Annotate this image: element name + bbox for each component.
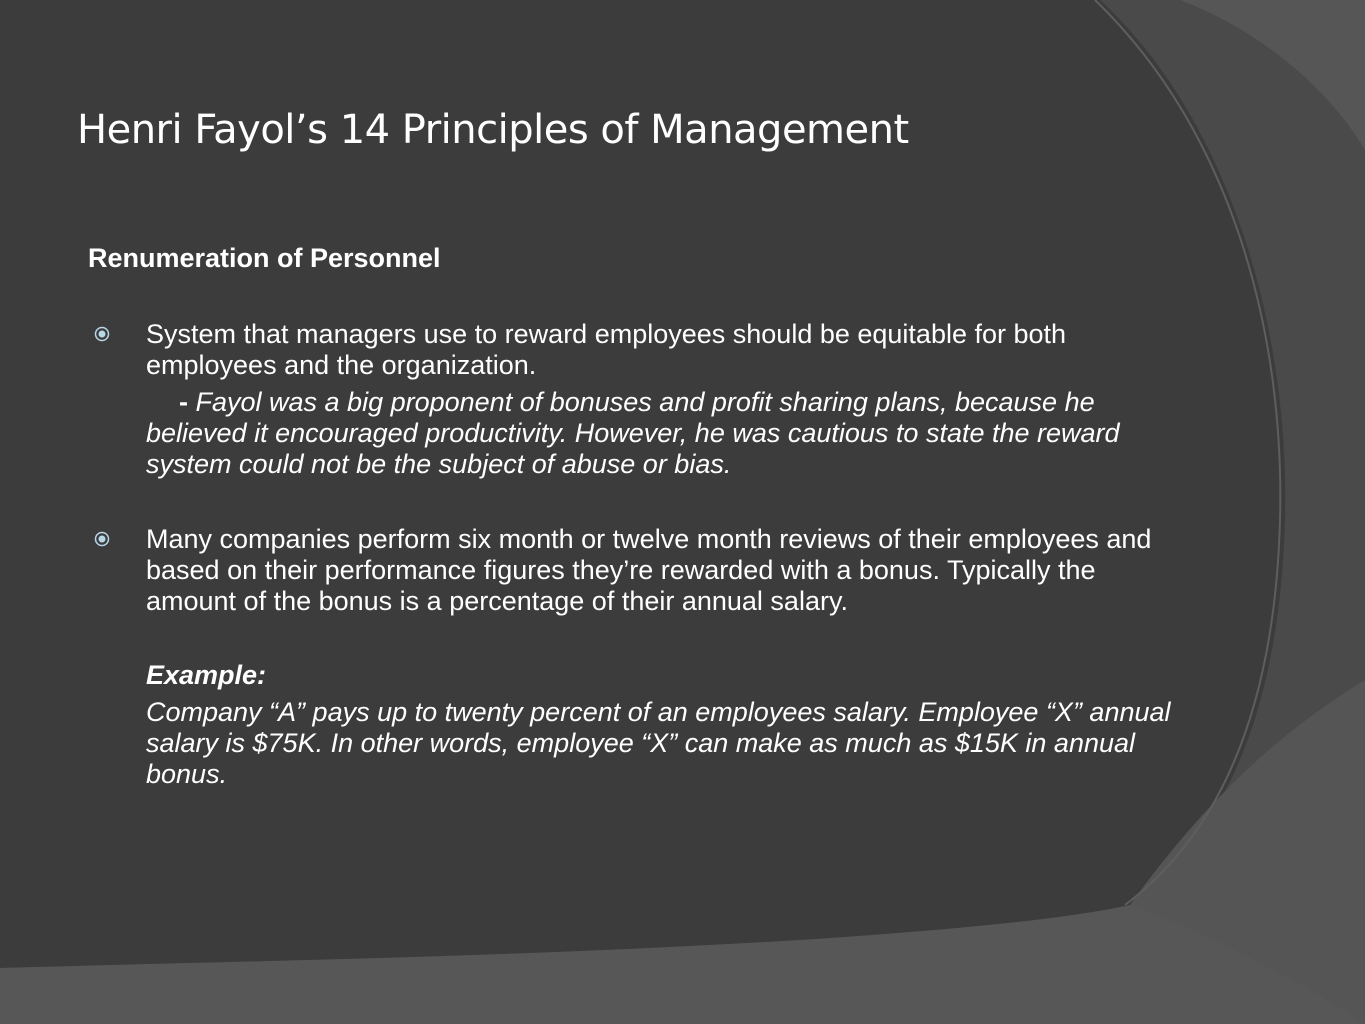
bullet-ring-icon [94, 531, 110, 547]
example-text: Company “A” pays up to twenty percent of an employees salary. Employee “X” annual salary is $75K. In other words, employee “X” can make as much as $15K in annual bonus. [146, 697, 1171, 789]
subheading: Renumeration of Personnel [88, 243, 441, 273]
bullet-note [88, 387, 1178, 480]
bullet-text: System that managers use to reward employees should be equitable for both employees and the organization. [146, 319, 1067, 380]
note-text: Fayol was a big proponent of bonuses and profit sharing plans, because he believed it encouraged productivity. However, he was cautious to state the reward system could not be the subject of abuse or bias. [146, 387, 1120, 479]
slide-title: Henri Fayol’s 14 Principles of Management [77, 107, 909, 153]
bullet-text: Many companies perform six month or twelve month reviews of their employees and based on their performance figures they’re rewarded with a bonus. Typically the amount of the bonus is a percentage of their annual salary. [146, 524, 1152, 616]
slide-content [88, 240, 1178, 790]
bullet-item [88, 319, 1178, 381]
bullet-ring-icon [94, 326, 110, 342]
bullet-item [88, 524, 1178, 617]
note-dash: - [179, 387, 196, 417]
example-label: Example: [146, 660, 267, 690]
